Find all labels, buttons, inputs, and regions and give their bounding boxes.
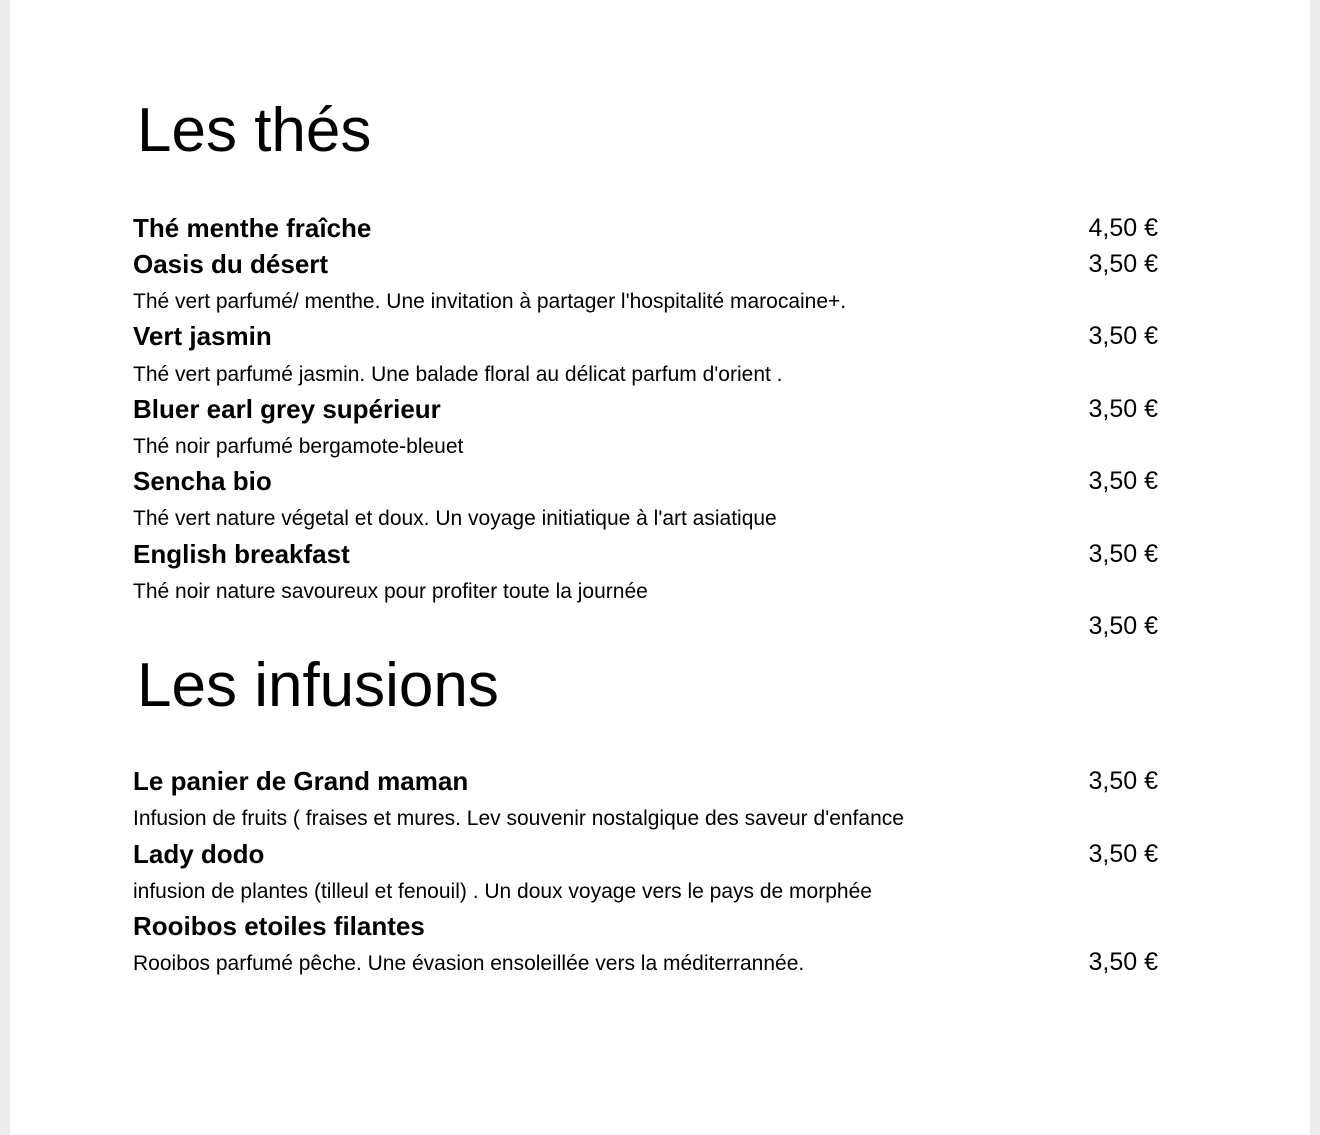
item-name-english-breakfast: English breakfast	[133, 539, 350, 569]
item-desc-sencha: Thé vert nature végetal et doux. Un voyage initiatique à l'art asiatique	[133, 507, 777, 530]
item-desc-english-breakfast: Thé noir nature savoureux pour profiter toute la journée	[133, 580, 648, 603]
item-desc-oasis: Thé vert parfumé/ menthe. Une invitation à partager l'hospitalité marocaine+.	[133, 290, 847, 313]
item-name-lady-dodo: Lady dodo	[133, 839, 265, 869]
item-price-lady-dodo: 3,50 €	[1088, 840, 1158, 868]
item-desc-rooibos: Rooibos parfumé pêche. Une évasion ensoleillée vers la méditerrannée.	[133, 952, 805, 975]
item-name-oasis: Oasis du désert	[133, 249, 329, 279]
item-desc-panier: Infusion de fruits ( fraises et mures. Lev souvenir nostalgique des saveur d'enfance	[133, 807, 904, 830]
item-name-vert-jasmin: Vert jasmin	[133, 321, 272, 351]
menu-page	[10, 0, 1310, 1135]
item-price-rooibos: 3,50 €	[1088, 948, 1158, 976]
section-title-infusions: Les infusions	[137, 651, 499, 720]
trailing-price: 3,50 €	[1088, 612, 1158, 640]
item-price-earl-grey: 3,50 €	[1088, 395, 1158, 423]
section-title-teas: Les thés	[137, 96, 372, 165]
item-price-english-breakfast: 3,50 €	[1088, 540, 1158, 568]
item-name-the-menthe: Thé menthe fraîche	[133, 213, 372, 243]
item-name-sencha: Sencha bio	[133, 466, 272, 496]
item-price-vert-jasmin: 3,50 €	[1088, 322, 1158, 350]
item-desc-earl-grey: Thé noir parfumé bergamote-bleuet	[133, 435, 464, 458]
item-price-the-menthe: 4,50 €	[1088, 214, 1158, 242]
item-price-panier: 3,50 €	[1088, 767, 1158, 795]
item-desc-lady-dodo: infusion de plantes (tilleul et fenouil) . Un doux voyage vers le pays de morphée	[133, 880, 872, 903]
item-name-earl-grey: Bluer earl grey supérieur	[133, 394, 441, 424]
item-desc-vert-jasmin: Thé vert parfumé jasmin. Une balade floral au délicat parfum d'orient .	[133, 363, 783, 386]
item-price-sencha: 3,50 €	[1088, 467, 1158, 495]
item-price-oasis: 3,50 €	[1088, 250, 1158, 278]
item-name-rooibos: Rooibos etoiles filantes	[133, 911, 425, 941]
item-name-panier: Le panier de Grand maman	[133, 766, 469, 796]
